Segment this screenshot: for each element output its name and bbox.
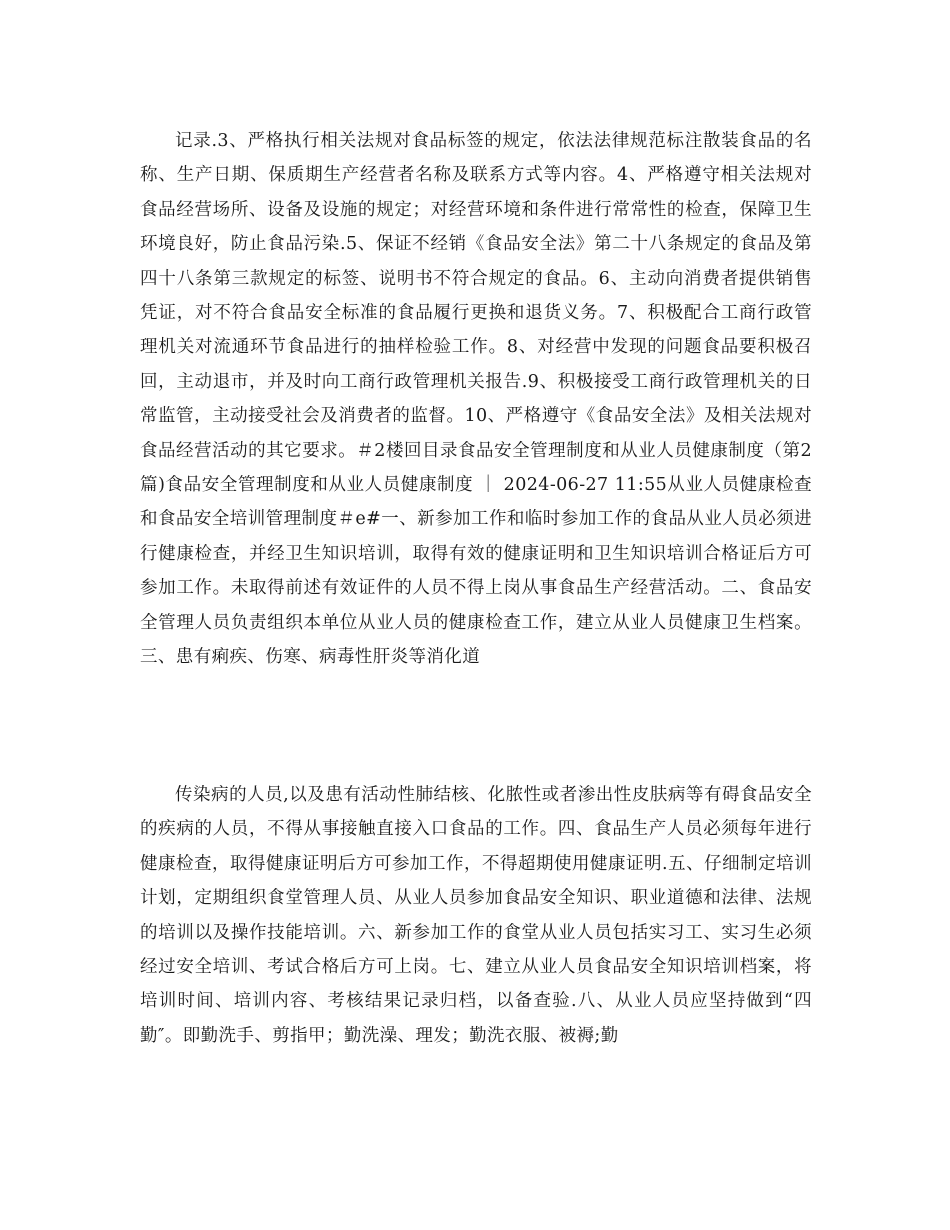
paragraph-food-safety-rules: 记录.3、严格执行相关法规对食品标签的规定，依法法律规范标注散装食品的名称、生产日期、保质期生产经营者名称及联系方式等内容。4、严格遵守相关法规对食品经营场所、设备及设施的规定；对经营环境和条件进行常常性的检查，保障卫生环境良好，防止食品污染.5、保证不经销《食品安全法》第二十八条规定的食品及第四十八条第三款规定的标签、说明书不符合规定的食品。6、主动向消费者提供销售凭证，对不符合食品安全标准的食品履行更换和退货义务。7、积极配合工商行政管理机关对流通环节食品进行的抽样检验工作。8、对经营中发现的问题食品要积极召回，主动退市，并及时向工商行政管理机关报告.9、积极接受工商行政管理机关的日常监管，主动接受社会及消费者的监督。10、严格遵守《食品安全法》及相关法规对食品经营活动的其它要求。＃2楼回目录食品安全管理制度和从业人员健康制度（第2篇)食品安全管理制度和从业人员健康制度 ｜ 2024-06-27 11:55从业人员健康检查和食品安全培训管理制度＃e#一、新参加工作和临时参加工作的食品从业人员必须进行健康检查，并经卫生知识培训，取得有效的健康证明和卫生知识培训合格证后方可参加工作。未取得前述有效证件的人员不得上岗从事食品生产经营活动。二、食品安全管理人员负责组织本单位从业人员的健康检查工作，建立从业人员健康卫生档案。三、患有痢疾、伤寒、病毒性肝炎等消化道	[140, 131, 812, 668]
paragraph-staff-health-training: 传染病的人员,以及患有活动性肺结核、化脓性或者渗出性皮肤病等有碍食品安全的疾病的人员，不得从事接触直接入口食品的工作。四、食品生产人员必须每年进行健康检查，取得健康证明后方可参加工作，不得超期使用健康证明.五、仔细制定培训计划，定期组织食堂管理人员、从业人员参加食品安全知识、职业道德和法律、法规的培训以及操作技能培训。六、新参加工作的食堂从业人员包括实习工、实习生必须经过安全培训、考试合格后方可上岗。七、建立从业人员食品安全知识培训档案，将培训时间、培训内容、考核结果记录归档，以备查验.八、从业人员应坚持做到“四勤″。即勤洗手、剪指甲；勤洗澡、理发；勤洗衣服、被褥;勤	[140, 785, 812, 1046]
